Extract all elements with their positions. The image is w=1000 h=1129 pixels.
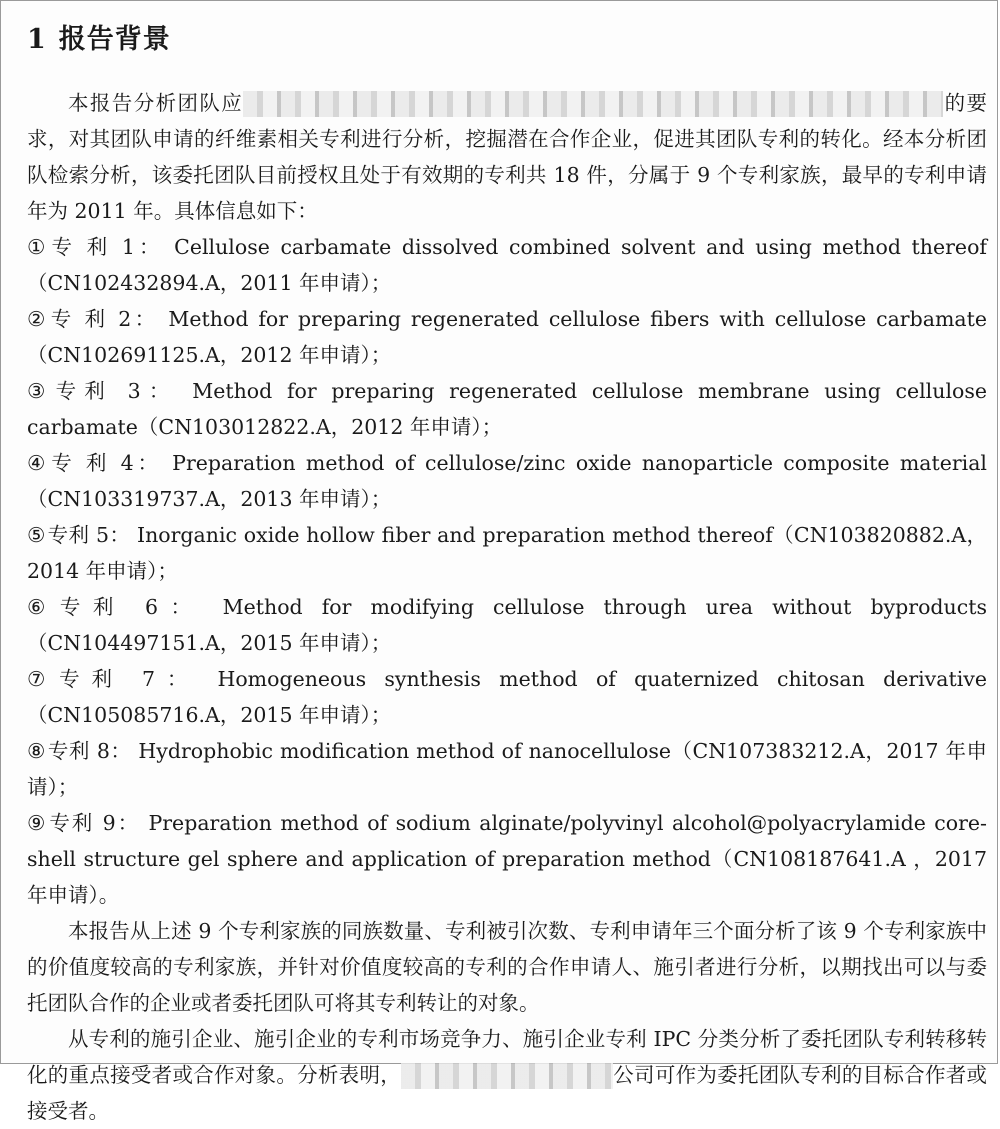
patent-item (27, 589, 987, 661)
conclusion-suffix: 公司可作为委托团队专利的目标合作者或接受者。 (27, 1063, 987, 1123)
patent-item (27, 805, 987, 913)
patent-marker: ⑥ (27, 595, 58, 619)
patent-marker: ② (27, 307, 49, 331)
patent-title: Preparation method of cellulose/zinc oxide nanoparticle composite material (172, 451, 987, 475)
patent-title: Hydrophobic modification method of nanocellulose (138, 739, 672, 763)
patent-label: 专利 8： (47, 739, 132, 763)
patent-label: 专利 5： (47, 523, 131, 547)
intro-suffix: 的要求， (27, 91, 988, 151)
redacted-company-name (401, 1063, 613, 1089)
patent-label: 专利 9： (49, 811, 141, 835)
redacted-client-name (243, 91, 943, 117)
patent-marker: ① (27, 235, 50, 259)
intro-prefix: 本报告分析团队应 (68, 91, 244, 115)
patent-detail: （CN104497151.A，2015 年申请）； (27, 631, 392, 655)
patent-title: Homogeneous synthesis method of quaternized chitosan derivative (217, 667, 987, 691)
patent-detail: （CN103319737.A，2013 年申请）； (27, 487, 392, 511)
patent-title: Method for preparing regenerated cellulose fibers with cellulose carbamate (168, 307, 987, 331)
patent-marker: ④ (27, 451, 50, 475)
document-body (27, 85, 987, 1129)
patent-list (27, 229, 987, 913)
patent-marker: ⑤ (27, 523, 46, 547)
patent-title: Inorganic oxide hollow fiber and preparation method thereof (136, 523, 773, 547)
patent-label: 专 利 1： (51, 235, 164, 259)
intro-paragraph (27, 85, 987, 229)
patent-marker: ③ (27, 379, 54, 403)
patent-item (27, 373, 987, 445)
patent-label: 专 利 2： (50, 307, 159, 331)
patent-marker: ⑨ (27, 811, 48, 835)
patent-title: Method for modifying cellulose through urea without byproducts (222, 595, 987, 619)
patent-item (27, 301, 987, 373)
patent-detail: （CN105085716.A，2015 年申请）； (27, 703, 392, 727)
patent-label: 专 利 4： (51, 451, 162, 475)
patent-item (27, 517, 987, 589)
section-title: 报告背景 (58, 24, 171, 55)
patent-marker: ⑦ (27, 667, 58, 691)
patent-detail: （CN107383212.A，2017 年申请）； (27, 739, 987, 799)
patent-detail: （CN108187641.A ，2017 年申请）。 (27, 847, 987, 907)
section-number: 1 (27, 24, 47, 55)
patent-detail: （CN103820882.A，2014 年申请）； (27, 523, 987, 583)
patent-item (27, 445, 987, 517)
patent-marker: ⑧ (27, 739, 46, 763)
section-heading (27, 17, 171, 56)
patent-detail: （CN102432894.A，2011 年申请）； (27, 271, 392, 295)
intro-rest: 对其团队申请的纤维素相关专利进行分析，挖掘潜在合作企业，促进其团队专利的转化。经本分析团队检索分析，该委托团队目前授权且处于有效期的专利共 18 件，分属于 9 个专利家族，最早的专利申请年为 2011 年。具体信息如下： (27, 127, 988, 223)
conclusion-prefix: 从专利的施引企业、施引企业的专利市场竞争力、施引企业专利 IPC 分类分析了委托团队专利转移转化的重点接受者或合作对象。分析表明， (27, 1027, 987, 1087)
patent-item (27, 229, 987, 301)
analysis-paragraph: 本报告从上述 9 个专利家族的同族数量、专利被引次数、专利申请年三个面分析了该 9 个专利家族中的价值度较高的专利家族，并针对价值度较高的专利的合作申请人、施引者进行分析，以期找出可以与委托团队合作的企业或者委托团队可将其专利转让的对象。 (27, 919, 987, 1015)
patent-item (27, 661, 987, 733)
conclusion-paragraph (27, 1021, 987, 1129)
patent-label: 专利 6： (59, 595, 204, 619)
patent-label: 专利 7： (59, 667, 200, 691)
patent-detail: （CN103012822.A，2012 年申请）； (137, 415, 503, 439)
patent-title: Preparation method of sodium alginate/polyvinyl alcohol@polyacrylamide core-shell structure gel sphere and application of preparation method (27, 811, 987, 871)
patent-item (27, 733, 987, 805)
patent-title: Cellulose carbamate dissolved combined solvent and using method thereof (174, 235, 987, 259)
patent-title: Method for preparing regenerated cellulose membrane using cellulose carbamate (27, 379, 987, 439)
patent-label: 专利 3： (55, 379, 178, 403)
patent-detail: （CN102691125.A，2012 年申请）； (27, 343, 392, 367)
